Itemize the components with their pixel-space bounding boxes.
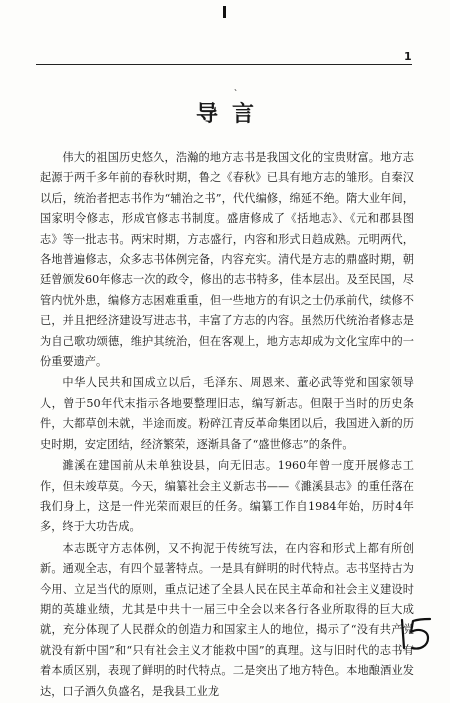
paragraph-1: 伟大的祖国历史悠久，浩瀚的地方志书是我国文化的宝贵财富。地方志起源于两千多年前的春秋时期，鲁之《春秋》已具有地方志的雏形。自秦汉以后，统治者把志书作为“辅治之书”，代代编修，绵延不绝。隋大业年间，国家明令修志，形成官修志书制度。盛唐修成了《括地志》、《元和郡县图志》等一批志书。两宋时期，方志盛行，内容和形式日趋成熟。元明两代，各地普遍修志，众多志书体例完备，内容充实。清代是方志的鼎盛时期，朝廷曾颁发60年修志一次的政令，修出的志书特多，佳本层出。及至民国，尽管内忧外患，编修方志困难重重，但一些地方的有识之士仍承前代，续修不已，并且把经济建设写进志书，丰富了方志的内容。虽然历代统治者修志是为自己歌功颂德，维护其统治，但在客观上，地方志却成为文化宝库中的一份重要遗产。 (40, 151, 414, 369)
top-binding-mark (223, 6, 226, 18)
page-number: 1 (404, 50, 412, 63)
handwritten-page-mark (396, 616, 440, 652)
page-title: 导言 (195, 102, 268, 127)
paragraph-2: 中华人民共和国成立以后，毛泽东、周恩来、董必武等党和国家领导人，曾于50年代末指示各地要整理旧志，编写新志。但限于当时的历史条件，大都草创未就，半途而废。粉碎江青反革命集团以后，我国进入新的历史时期，安定团结，经济繁荣，逐渐具备了“盛世修志”的条件。 (40, 376, 414, 451)
body-text (40, 148, 414, 703)
header-rule (36, 64, 412, 65)
paragraph-4: 本志既守方志体例，又不拘泥于传统写法，在内容和形式上都有所创新。通观全志，有四个显著特点。一是具有鲜明的时代特点。志书坚持古为今用、立足当代的原则，重点记述了全县人民在民主革命和社会主义建设时期的英雄业绩，尤其是中共十一届三中全会以来各行各业所取得的巨大成就，充分体现了人民群众的创造力和国家主人的地位，揭示了“没有共产党就没有新中国”和“只有社会主义才能救中国”的真理。这与旧时代的志书有着本质区别，表现了鲜明的时代特点。二是突出了地方特色。本地酿酒业发达，口子酒久负盛名，是我县工业龙 (40, 541, 414, 698)
paragraph-3: 濉溪在建国前从未单独设县，向无旧志。1960年曾一度开展修志工作，但未竣草莫。今天，编纂社会主义新志书——《濉溪县志》的重任落在我们身上，这是一件光荣而艰巨的任务。编纂工作自1984年始，历时4年多，终于大功告成。 (40, 459, 414, 534)
handwritten-15-drawing (396, 616, 440, 652)
ink-speck: 、 (234, 83, 242, 92)
